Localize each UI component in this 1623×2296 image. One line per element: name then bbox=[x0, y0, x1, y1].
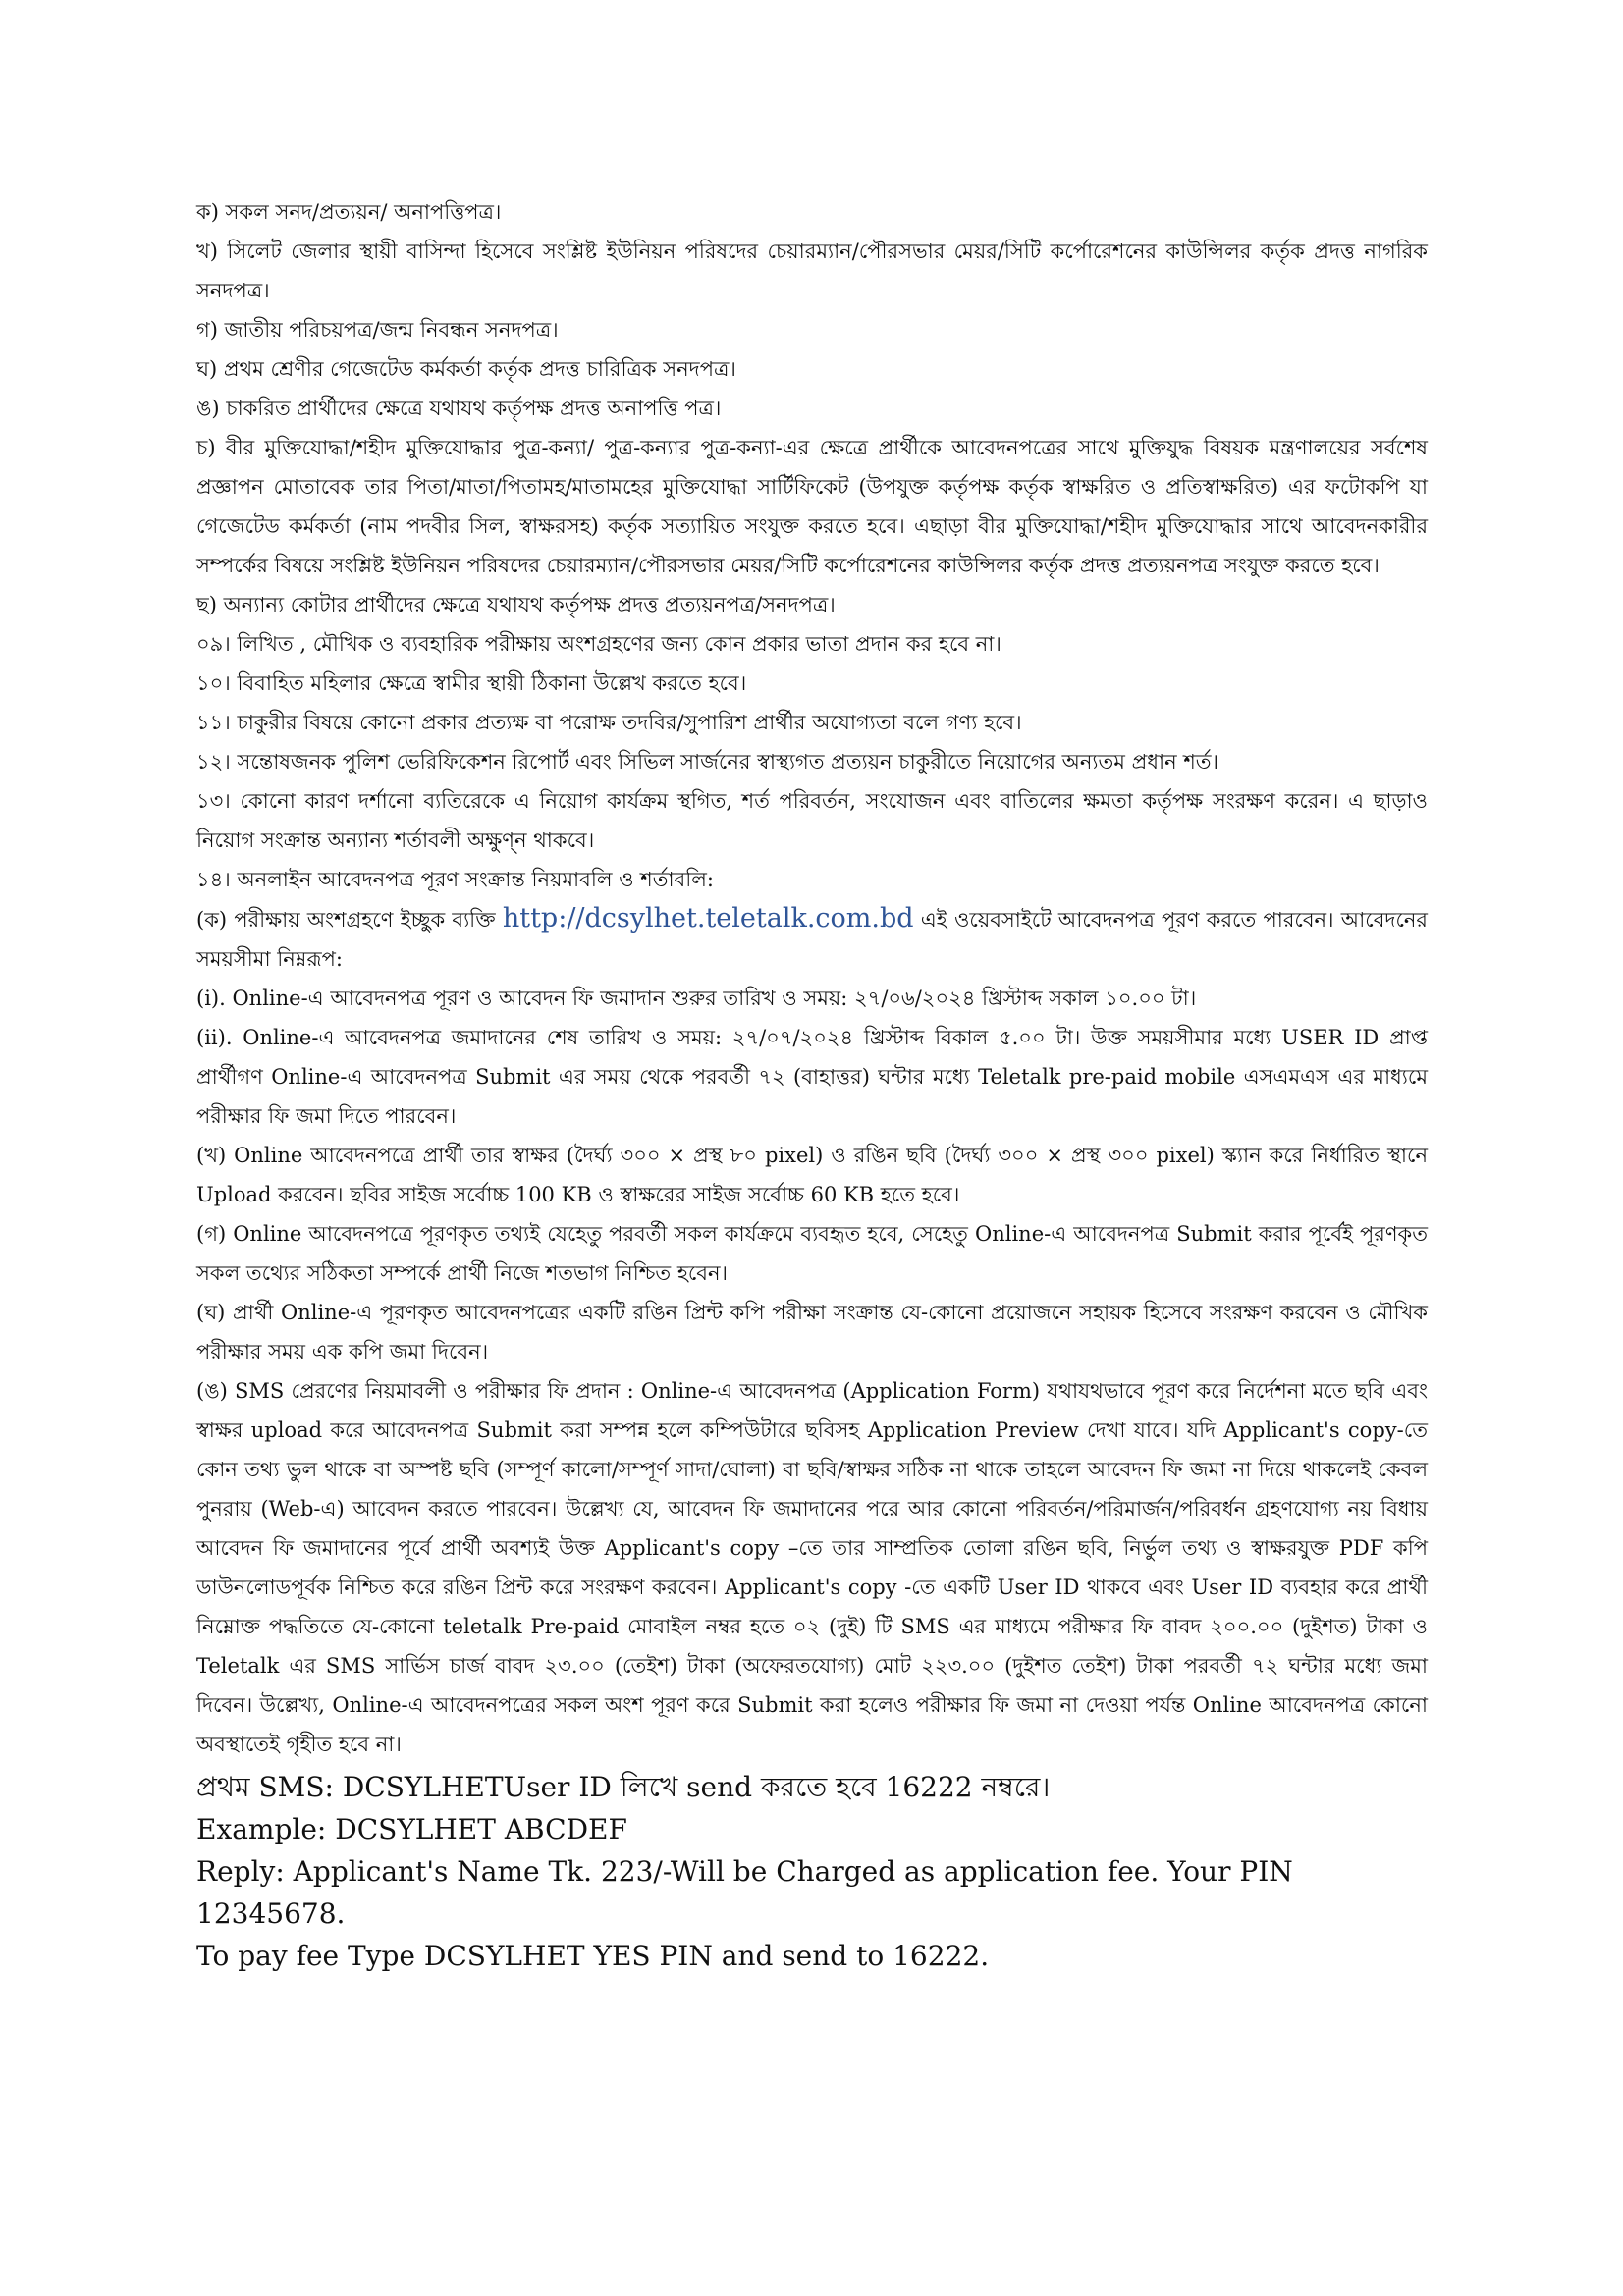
online-item-ii: (ii). Online-এ আবেদনপত্র জমাদানের শেষ তারিখ ও সময়: ২৭/০৭/২০২৪ খ্রিস্টাব্দ বিকাল ৫.০০ টা। উক্ত সময়সীমার মধ্যে USER ID প্রাপ্ত প্রার্থীগণ Online-এ আবেদনপত্র Submit এর সময় থেকে পরবর্তী ৭২ (বাহাত্তর) ঘন্টার মধ্যে Teletalk pre-paid mobile এসএমএস এর মাধ্যমে পরীক্ষার ফি জমা দিতে পারবেন। bbox=[196, 1026, 1428, 1128]
sms-instructions bbox=[196, 1766, 1428, 1977]
sms-pay: To pay fee Type DCSYLHET YES PIN and send to 16222. bbox=[196, 1940, 990, 1972]
sms-first: প্রথম SMS: DCSYLHETUser ID লিখে send করতে হবে 16222 নম্বরে। bbox=[196, 1771, 1051, 1803]
online-item-ka-prefix: (ক) পরীক্ষায় অংশগ্রহণে ইচ্ছুক ব্যক্তি bbox=[196, 908, 503, 932]
item-gha: ঘ) প্রথম শ্রেণীর গেজেটেড কর্মকর্তা কর্তৃক প্রদত্ত চারিত্রিক সনদপত্র। bbox=[196, 357, 736, 381]
online-item-ka bbox=[196, 899, 1428, 979]
item-kha: খ) সিলেট জেলার স্থায়ী বাসিন্দা হিসেবে সংশ্লিষ্ট ইউনিয়ন পরিষদের চেয়ারম্যান/পৌরসভার মেয়র/সিটি কর্পোরেশনের কাউন্সিলর কর্তৃক প্রদত্ত নাগরিক সনদপত্র। bbox=[196, 240, 1428, 302]
item-cha: চ) বীর মুক্তিযোদ্ধা/শহীদ মুক্তিযোদ্ধার পুত্র-কন্যা/ পুত্র-কন্যার পুত্র-কন্যা-এর ক্ষেত্রে প্রার্থীকে আবেদনপত্রের সাথে মুক্তিযুদ্ধ বিষয়ক মন্ত্রণালয়ের সর্বশেষ প্রজ্ঞাপন মোতাবেক তার পিতা/মাতা/পিতামহ/মাতামহের মুক্তিযোদ্ধা সার্টিফিকেট (উপযুক্ত কর্তৃপক্ষ কর্তৃক স্বাক্ষরিত ও প্রতিস্বাক্ষরিত) এর ফটোকপি যা গেজেটেড কর্মকর্তা (নাম পদবীর সিল, স্বাক্ষরসহ) কর্তৃক সত্যায়িত সংযুক্ত করতে হবে। এছাড়া বীর মুক্তিযোদ্ধা/শহীদ মুক্তিযোদ্ধার সাথে আবেদনকারীর সম্পর্কের বিষয়ে সংশ্লিষ্ট ইউনিয়ন পরিষদের চেয়ারম্যান/পৌরসভার মেয়র/সিটি কর্পোরেশনের কাউন্সিলর কর্তৃক প্রদত্ত প্রত্যয়নপত্র সংযুক্ত করতে হবে। bbox=[196, 436, 1428, 577]
online-item-uma: (ঙ) SMS প্রেরণের নিয়মাবলী ও পরীক্ষার ফি প্রদান : Online-এ আবেদনপত্র (Application Form) যথাযথভাবে পূরণ করে নির্দেশনা মতে ছবি এবং স্বাক্ষর upload করে আবেদনপত্র Submit করা সম্পন্ন হলে কম্পিউটারে ছবিসহ Application Preview দেখা যাবে। যদি Applicant's copy-তে কোন তথ্য ভুল থাকে বা অস্পষ্ট ছবি (সম্পূর্ণ কালো/সম্পূর্ণ সাদা/ঘোলা) বা ছবি/স্বাক্ষর সঠিক না থাকে তাহলে আবেদন ফি জমা না দিয়ে থাকলেই কেবল পুনরায় (Web-এ) আবেদন করতে পারবেন। উল্লেখ্য যে, আবেদন ফি জমাদানের পরে আর কোনো পরিবর্তন/পরিমার্জন/পরিবর্ধন গ্রহণযোগ্য নয় বিধায় আবেদন ফি জমাদানের পূর্বে প্রার্থী অবশ্যই উক্ত Applicant's copy –তে তার সাম্প্রতিক তোলা রঙিন ছবি, নির্ভুল তথ্য ও স্বাক্ষরযুক্ত PDF কপি ডাউনলোডপূর্বক নিশ্চিত করে রঙিন প্রিন্ট করে সংরক্ষণ করবেন। Applicant's copy -তে একটি User ID থাকবে এবং User ID ব্যবহার করে প্রার্থী নিম্নোক্ত পদ্ধতিতে যে-কোনো teletalk Pre-paid মোবাইল নম্বর হতে ০২ (দুই) টি SMS এর মাধ্যমে পরীক্ষার ফি বাবদ ২০০.০০ (দুইশত) টাকা ও Teletalk এর SMS সার্ভিস চার্জ বাবদ ২৩.০০ (তেইশ) টাকা (অফেরতযোগ্য) মোট ২২৩.০০ (দুইশত তেইশ) টাকা পরবর্তী ৭২ ঘন্টার মধ্যে জমা দিবেন। উল্লেখ্য, Online-এ আবেদনপত্রের সকল অংশ পূরণ করে Submit করা হলেও পরীক্ষার ফি জমা না দেওয়া পর্যন্ত Online আবেদনপত্র কোনো অবস্থাতেই গৃহীত হবে না। bbox=[196, 1379, 1428, 1756]
item-ka: ক) সকল সনদ/প্রত্যয়ন/ অনাপত্তিপত্র। bbox=[196, 200, 502, 224]
clause-10: ১০। বিবাহিত মহিলার ক্ষেত্রে স্বামীর স্থায়ী ঠিকানা উল্লেখ করতে হবে। bbox=[196, 671, 747, 695]
clause-14: ১৪। অনলাইন আবেদনপত্র পূরণ সংক্রান্ত নিয়মাবলি ও শর্তাবলি: bbox=[196, 868, 714, 891]
clause-09: ০৯। লিখিত , মৌখিক ও ব্যবহারিক পরীক্ষায় অংশগ্রহণের জন্য কোন প্রকার ভাতা প্রদান কর হবে না। bbox=[196, 632, 1001, 656]
clause-12: ১২। সন্তোষজনক পুলিশ ভেরিফিকেশন রিপোর্ট এবং সিভিল সার্জনের স্বাস্থ্যগত প্রত্যয়ন চাকুরীতে নিয়োগের অন্যতম প্রধান শর্ত। bbox=[196, 750, 1219, 774]
clause-11: ১১। চাকুরীর বিষয়ে কোনো প্রকার প্রত্যক্ষ বা পরোক্ষ তদবির/সুপারিশ প্রার্থীর অযোগ্যতা বলে গণ্য হবে। bbox=[196, 711, 1022, 734]
online-item-kha: (খ) Online আবেদনপত্রে প্রার্থী তার স্বাক্ষর (দৈর্ঘ্য ৩০০ × প্রস্থ ৮০ pixel) ও রঙিন ছবি (দৈর্ঘ্য ৩০০ × প্রস্থ ৩০০ pixel) স্ক্যান করে নির্ধারিত স্থানে Upload করবেন। ছবির সাইজ সর্বোচ্চ 100 KB ও স্বাক্ষরের সাইজ সর্বোচ্চ 60 KB হতে হবে। bbox=[196, 1144, 1428, 1206]
item-chha: ছ) অন্যান্য কোটার প্রার্থীদের ক্ষেত্রে যথাযথ কর্তৃপক্ষ প্রদত্ত প্রত্যয়নপত্র/সনদপত্র। bbox=[196, 593, 836, 616]
clause-13: ১৩। কোনো কারণ দর্শানো ব্যতিরেকে এ নিয়োগ কার্যক্রম স্থগিত, শর্ত পরিবর্তন, সংযোজন এবং বাতিলের ক্ষমতা কর্তৃপক্ষ সংরক্ষণ করেন। এ ছাড়াও নিয়োগ সংক্রান্ত অন্যান্য শর্তাবলী অক্ষুণ্ন থাকবে। bbox=[196, 789, 1428, 852]
online-item-ka-suffix: এই ওয়েবসাইটে আবেদনপত্র পূরণ করতে পারবেন। আবেদনের সময়সীমা নিম্নরূপ: bbox=[196, 908, 1428, 971]
online-item-ga: (গ) Online আবেদনপত্রে পূরণকৃত তথ্যই যেহেতু পরবর্তী সকল কার্যক্রমে ব্যবহৃত হবে, সেহেতু Online-এ আবেদনপত্র Submit করার পূর্বেই পূরণকৃত সকল তথ্যের সঠিকতা সম্পর্কে প্রার্থী নিজে শতভাগ নিশ্চিত হবেন। bbox=[196, 1222, 1428, 1285]
item-uma: ঙ) চাকরিত প্রার্থীদের ক্ষেত্রে যথাযথ কর্তৃপক্ষ প্রদত্ত অনাপত্তি পত্র। bbox=[196, 397, 722, 420]
sms-example: Example: DCSYLHET ABCDEF bbox=[196, 1813, 627, 1845]
website-link[interactable]: http://dcsylhet.teletalk.com.bd bbox=[502, 903, 914, 934]
sms-reply: Reply: Applicant's Name Tk. 223/-Will be Charged as application fee. Your PIN 12345678. bbox=[196, 1855, 1293, 1930]
item-ga: গ) জাতীয় পরিচয়পত্র/জন্ম নিবন্ধন সনদপত্র। bbox=[196, 318, 559, 342]
online-item-i: (i). Online-এ আবেদনপত্র পূরণ ও আবেদন ফি জমাদান শুরুর তারিখ ও সময়: ২৭/০৬/২০২৪ খ্রিস্টাব্দ সকাল ১০.০০ টা। bbox=[196, 987, 1197, 1010]
online-item-gha: (ঘ) প্রার্থী Online-এ পূরণকৃত আবেদনপত্রের একটি রঙিন প্রিন্ট কপি পরীক্ষা সংক্রান্ত যে-কোনো প্রয়োজনে সহায়ক হিসেবে সংরক্ষণ করবেন ও মৌখিক পরীক্ষার সময় এক কপি জমা দিবেন। bbox=[196, 1301, 1428, 1363]
document-body bbox=[196, 192, 1428, 1977]
